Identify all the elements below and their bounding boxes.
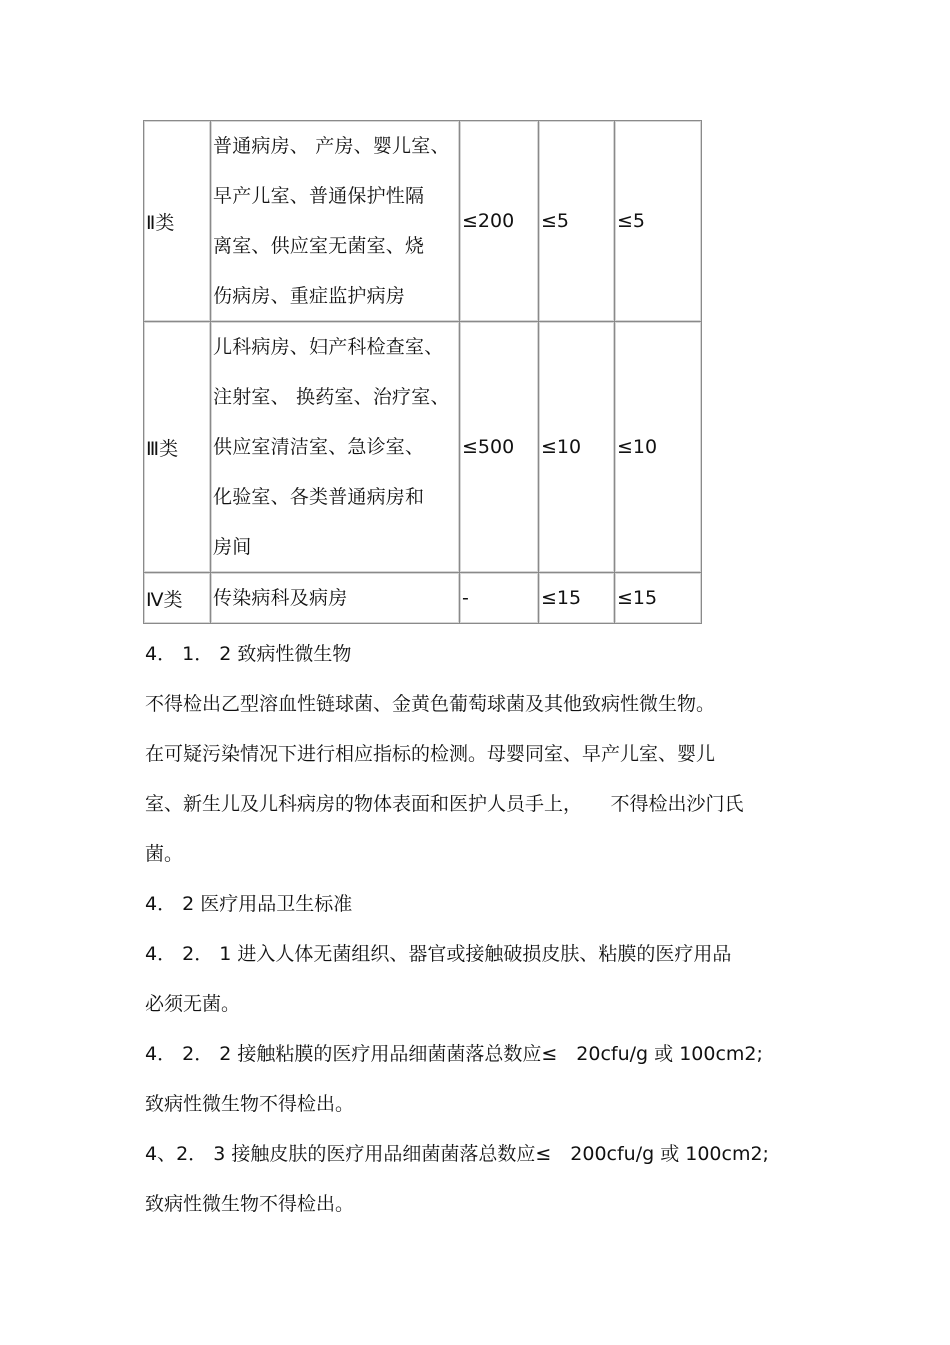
table-row (144, 573, 702, 624)
places-line: 离室、供应室无菌室、烧 (213, 235, 425, 257)
category-cell: Ⅳ类 (144, 573, 211, 624)
places-cell (211, 322, 460, 573)
air-limit-cell: - (460, 573, 539, 624)
paragraph-line: 4、2． 3 接触皮肤的医疗用品细菌菌落总数应≤ 200cfu/g 或 100cm2; (145, 1143, 769, 1165)
paragraph-line: 菌。 (145, 843, 184, 865)
places-cell (211, 121, 460, 322)
hands-limit-cell: ≤15 (615, 573, 702, 624)
surface-limit-cell: ≤15 (539, 573, 615, 624)
table-row (144, 121, 702, 322)
places-line: 化验室、各类普通病房和 (213, 486, 425, 508)
table-row (144, 322, 702, 573)
category-cell: Ⅲ类 (144, 322, 211, 573)
paragraph-line: 不得检出乙型溶血性链球菌、金黄色葡萄球菌及其他致病性微生物。 (145, 693, 716, 715)
places-line: 传染病科及病房 (213, 587, 348, 609)
paragraph-line: 致病性微生物不得检出。 (145, 1093, 355, 1115)
paragraph-line: 4． 2． 2 接触粘膜的医疗用品细菌菌落总数应≤ 20cfu/g 或 100cm2; (145, 1043, 763, 1065)
places-line: 普通病房、 产房、婴儿室、 (213, 135, 450, 157)
places-line: 注射室、 换药室、治疗室、 (213, 386, 450, 408)
body-text (145, 629, 835, 1229)
places-line: 伤病房、重症监护病房 (213, 285, 406, 307)
paragraph-line: 室、新生儿及儿科病房的物体表面和医护人员手上， 不得检出沙门氏 (145, 793, 744, 815)
surface-limit-cell: ≤10 (539, 322, 615, 573)
air-limit-cell: ≤500 (460, 322, 539, 573)
places-line: 供应室清洁室、急诊室、 (213, 436, 425, 458)
paragraph-line: 4． 2． 1 进入人体无菌组织、器官或接触破损皮肤、粘膜的医疗用品 (145, 943, 732, 965)
places-cell (211, 573, 460, 624)
air-limit-cell: ≤200 (460, 121, 539, 322)
paragraph-line: 必须无菌。 (145, 993, 241, 1015)
paragraph-line: 致病性微生物不得检出。 (145, 1193, 355, 1215)
places-line: 儿科病房、妇产科检查室、 (213, 336, 444, 358)
hands-limit-cell: ≤10 (615, 322, 702, 573)
section-heading: 4． 1． 2 致病性微生物 (145, 643, 352, 665)
category-cell: Ⅱ类 (144, 121, 211, 322)
places-line: 房间 (213, 536, 252, 558)
hygiene-standard-table (143, 120, 702, 624)
section-heading: 4． 2 医疗用品卫生标准 (145, 893, 353, 915)
places-line: 早产儿室、普通保护性隔 (213, 185, 425, 207)
surface-limit-cell: ≤5 (539, 121, 615, 322)
paragraph-line: 在可疑污染情况下进行相应指标的检测。母婴同室、早产儿室、婴儿 (145, 743, 716, 765)
hands-limit-cell: ≤5 (615, 121, 702, 322)
